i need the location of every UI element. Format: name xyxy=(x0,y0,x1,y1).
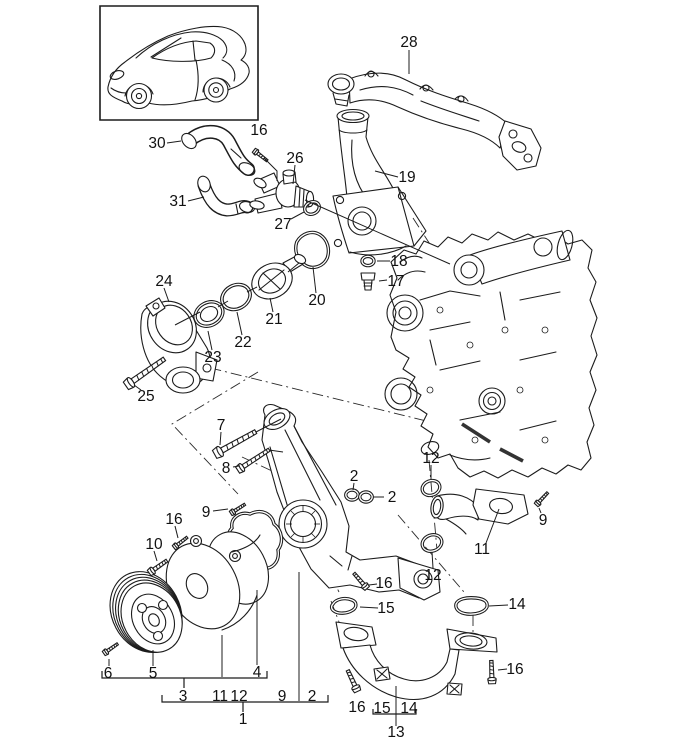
callout-8[interactable]: 8 xyxy=(221,460,231,477)
engine-block xyxy=(385,229,597,478)
callout-16-pipe[interactable]: 16 xyxy=(348,699,366,716)
o-ring-18 xyxy=(362,256,374,265)
callout-14[interactable]: 14 xyxy=(508,596,526,613)
callout-group-1[interactable]: 1 xyxy=(238,711,248,728)
thermostat-housing-24 xyxy=(138,292,217,393)
callout-22[interactable]: 22 xyxy=(234,334,252,351)
pipe-bushing xyxy=(447,683,462,695)
callout-10[interactable]: 10 xyxy=(145,536,163,553)
pump-support-console xyxy=(260,404,440,600)
callout-19[interactable]: 19 xyxy=(398,169,416,186)
elbow-pipe-11 xyxy=(430,489,528,534)
callout-16-left[interactable]: 16 xyxy=(165,511,183,528)
bolt-9-right xyxy=(534,490,550,507)
callout-26[interactable]: 26 xyxy=(286,150,304,167)
callout-21[interactable]: 21 xyxy=(265,311,283,328)
callout-28[interactable]: 28 xyxy=(400,34,418,51)
callout-group-11[interactable]: 11 xyxy=(211,688,229,705)
callout-27[interactable]: 27 xyxy=(274,216,292,233)
callout-group-15[interactable]: 15 xyxy=(373,700,391,717)
callout-group-14[interactable]: 14 xyxy=(400,700,418,717)
callout-group-9[interactable]: 9 xyxy=(277,688,287,705)
callout-group-13[interactable]: 13 xyxy=(387,724,405,741)
pipe-bushing xyxy=(374,667,390,681)
callout-17[interactable]: 17 xyxy=(387,273,405,290)
car-inset xyxy=(100,6,258,120)
gasket-14 xyxy=(456,598,487,614)
thermostat-21 xyxy=(245,253,307,306)
callout-12-top[interactable]: 12 xyxy=(422,450,440,467)
callout-23[interactable]: 23 xyxy=(204,349,222,366)
callout-2b[interactable]: 2 xyxy=(387,489,397,506)
o-ring-12-top xyxy=(420,478,442,498)
callout-group-3[interactable]: 3 xyxy=(178,688,188,705)
plug-17 xyxy=(361,273,375,290)
callout-16-top[interactable]: 16 xyxy=(250,122,268,139)
callout-24[interactable]: 24 xyxy=(155,273,173,290)
callout-12-bottom[interactable]: 12 xyxy=(424,567,442,584)
callout-7[interactable]: 7 xyxy=(216,417,226,434)
o-ring-12-bottom xyxy=(420,532,444,554)
bolt-16-right xyxy=(487,660,496,684)
callout-group-12[interactable]: 12 xyxy=(230,688,248,705)
gasket-15 xyxy=(332,599,356,614)
callout-20[interactable]: 20 xyxy=(308,292,326,309)
hose-31 xyxy=(196,175,256,214)
callout-5[interactable]: 5 xyxy=(148,665,158,682)
callout-18[interactable]: 18 xyxy=(390,253,408,270)
callout-group-2[interactable]: 2 xyxy=(307,688,317,705)
seal-2-pair xyxy=(346,490,372,502)
callout-4[interactable]: 4 xyxy=(252,664,262,681)
callout-16-right[interactable]: 16 xyxy=(506,661,524,678)
bolt-6 xyxy=(102,641,119,656)
callout-9-left[interactable]: 9 xyxy=(201,504,211,521)
callout-9-right[interactable]: 9 xyxy=(538,512,548,529)
callout-25[interactable]: 25 xyxy=(137,388,155,405)
callout-31[interactable]: 31 xyxy=(169,193,187,210)
callout-30[interactable]: 30 xyxy=(148,135,166,152)
callout-15[interactable]: 15 xyxy=(377,600,395,617)
hose-30 xyxy=(179,131,257,178)
bolt-8 xyxy=(235,446,271,474)
callout-6[interactable]: 6 xyxy=(103,665,113,682)
callout-16-foot[interactable]: 16 xyxy=(375,575,393,592)
callout-11[interactable]: 11 xyxy=(473,541,491,558)
callout-2a[interactable]: 2 xyxy=(349,468,359,485)
